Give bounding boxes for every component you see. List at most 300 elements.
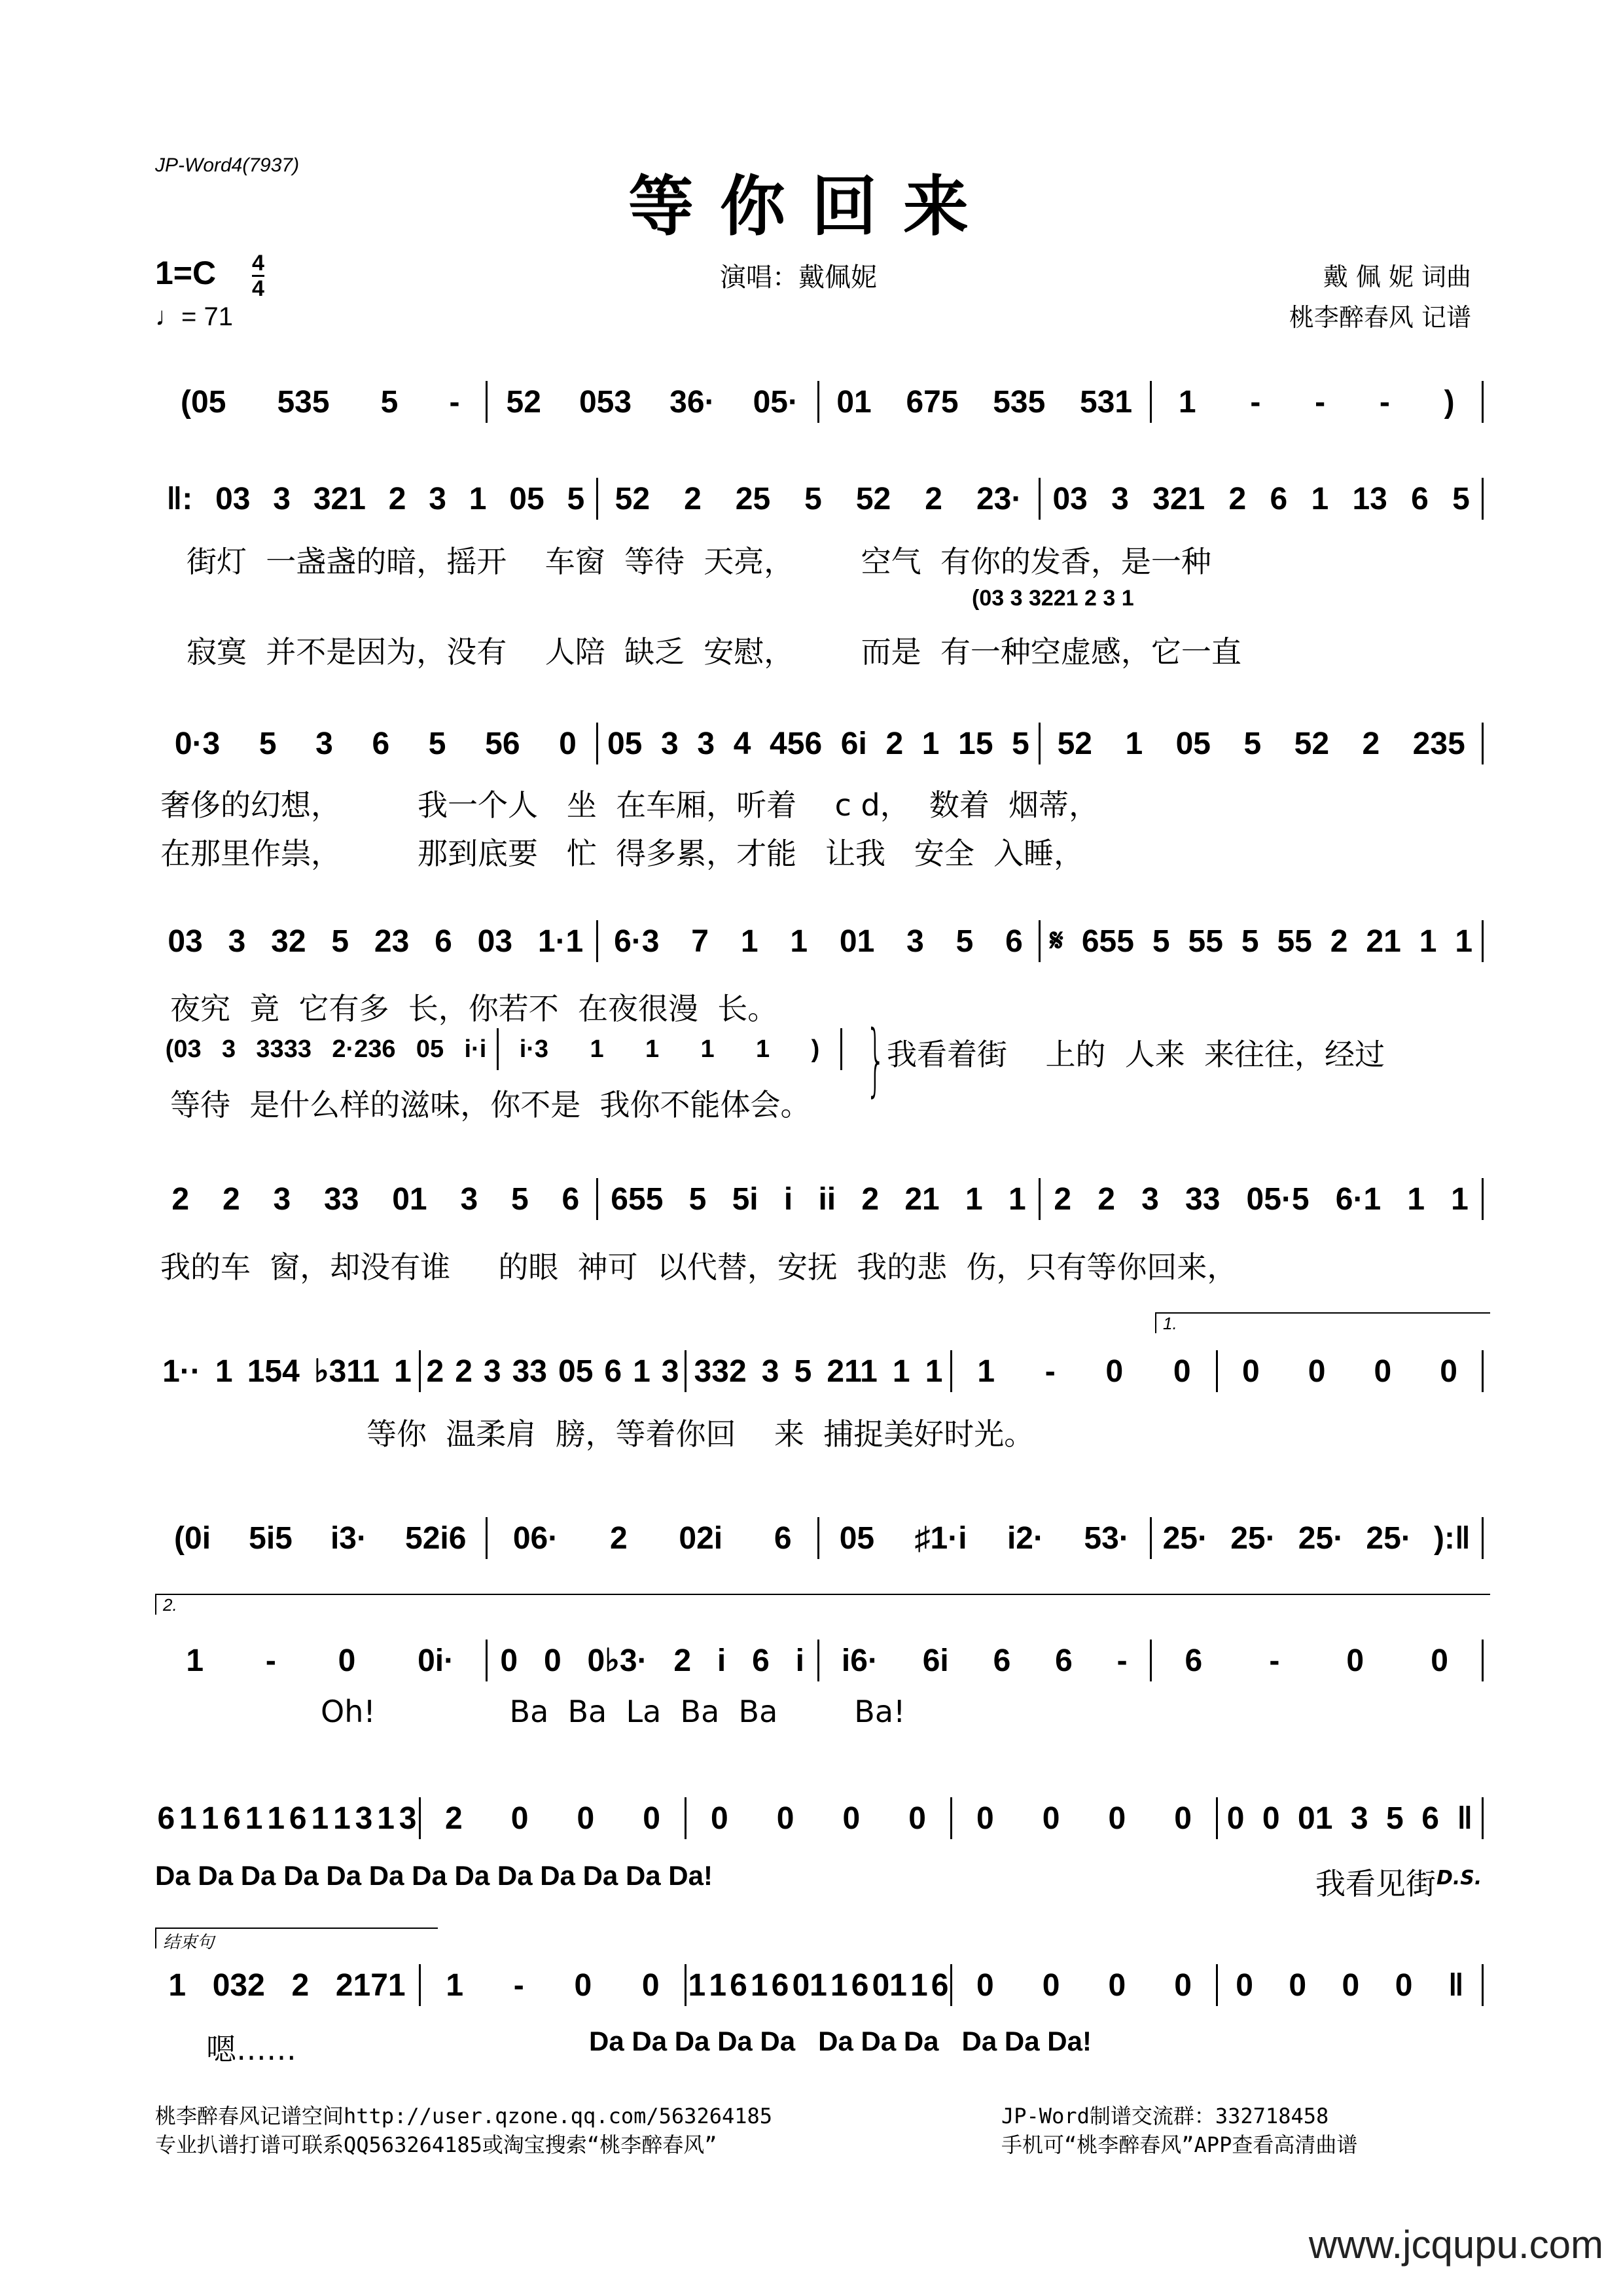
measure (421, 1350, 685, 1392)
note-group: ) (1444, 384, 1455, 420)
note-group: 5 (510, 1181, 529, 1217)
note-group: 1 (1178, 384, 1196, 420)
note-group: 01 (392, 1181, 427, 1217)
note-group: 2 (885, 726, 904, 761)
note-group: 0 (641, 1967, 660, 2003)
note-group: 1 (186, 1643, 204, 1678)
note-group: 25· (1366, 1520, 1412, 1556)
bar-line (1482, 1178, 1484, 1220)
bar-line (1482, 381, 1484, 423)
note-group: 6 (157, 1801, 175, 1836)
note-group: 0 (1173, 1354, 1191, 1389)
measure (687, 1964, 950, 2006)
note-group: 0 (1395, 1967, 1413, 2003)
note-group: 675 (906, 384, 959, 420)
note-group: 3 (355, 1801, 373, 1836)
note-group: - (513, 1967, 524, 2003)
note-group: 0 (1226, 1801, 1245, 1836)
note-group: 2 (1097, 1181, 1115, 1217)
score-row (155, 1797, 1484, 1839)
note-group: 235 (1412, 726, 1465, 761)
note-group: 06· (512, 1520, 559, 1556)
interlude-row (155, 1028, 842, 1070)
note-group: 52 (1294, 726, 1330, 761)
measure (499, 1028, 840, 1070)
coda-bracket: 结束句 (155, 1928, 438, 1948)
measure (488, 1640, 818, 1681)
note-group: 52i6 (405, 1520, 467, 1556)
note-group: 1 (1451, 1181, 1469, 1217)
lyric-line: 在那里作祟， 那到底要 忙 得多累，才能 让我 安全 入睡， (160, 836, 1084, 871)
note-group: 1 (645, 1035, 660, 1063)
transcriber: 桃李醉春风 记谱 (1289, 303, 1471, 332)
note-group: 2 (1054, 1181, 1072, 1217)
note-group: 0 (577, 1801, 595, 1836)
note-group: 01 (1298, 1801, 1333, 1836)
note-group: 5 (1452, 481, 1470, 516)
note-group: 1 (700, 1035, 715, 1063)
note-group: 6 (289, 1801, 307, 1836)
note-group: 6 (1185, 1643, 1203, 1678)
note-group: 1 (245, 1801, 263, 1836)
note-group: 6 (851, 1967, 869, 2003)
note-group: 3333 (256, 1035, 312, 1063)
note-group: 4 (733, 726, 751, 761)
note-group: 5 (688, 1181, 707, 1217)
note-group: 6 (993, 1643, 1011, 1678)
note-group: 2·236 (332, 1035, 396, 1063)
note-group: 56 (485, 726, 520, 761)
note-group: 332 (694, 1354, 747, 1389)
note-group: 6 (1055, 1643, 1073, 1678)
measure (155, 1517, 486, 1559)
measure (1041, 723, 1482, 764)
note-group: 3 (221, 1035, 236, 1063)
lyric-line: 街灯 一盏盏的暗，摇开 车窗 等待 天亮， 空气 有你的发香，是一种 (187, 544, 1211, 579)
note-group: 1 (756, 1035, 770, 1063)
note-group: 53· (1084, 1520, 1130, 1556)
measure (155, 920, 596, 962)
note-group: 1 (446, 1967, 464, 2003)
note-group: 3 (1350, 1801, 1368, 1836)
key-signature: 1=C (155, 255, 217, 291)
note-group: 05 (416, 1035, 444, 1063)
measure (598, 1178, 1039, 1220)
bar-line (1482, 1964, 1484, 2006)
note-group: 0·3 (174, 726, 221, 761)
note-group: 52 (855, 481, 891, 516)
note-group: i2· (1007, 1520, 1044, 1556)
measure (598, 920, 1039, 962)
score-row (155, 920, 1484, 962)
note-group: 2 (445, 1801, 463, 1836)
note-group: 2171 (335, 1967, 406, 2003)
note-group: 25· (1298, 1520, 1344, 1556)
note-group: 1 (750, 1967, 768, 2003)
note-group: 6 (752, 1643, 770, 1678)
note-group: 0 (1174, 1801, 1192, 1836)
note-group: 3 (483, 1354, 501, 1389)
note-group: ) (811, 1035, 820, 1063)
lyric-line: 等你 温柔肩 膀，等着你回 来 捕捉美好时光。 (366, 1416, 1035, 1452)
score-row (155, 381, 1484, 423)
note-group: 5 (1152, 924, 1170, 959)
note-group: 2 (925, 481, 942, 516)
note-group: i·3 (519, 1035, 549, 1063)
note-group: 0 (1105, 1354, 1124, 1389)
note-group: 23 (374, 924, 410, 959)
note-group: 25· (1230, 1520, 1276, 1556)
note-group: 6 (1005, 924, 1023, 959)
note-group: 01 (836, 384, 872, 420)
note-group: i (717, 1643, 726, 1678)
note-group: 3 (460, 1181, 478, 1217)
note-group: 0 (1262, 1801, 1280, 1836)
lyric-line: Da Da Da Da Da Da Da Da Da Da Da Da Da! (155, 1860, 713, 1891)
measure (1152, 381, 1482, 423)
note-group: 6 (774, 1520, 792, 1556)
note-group: 6 (372, 726, 390, 761)
note-group: 1 (1419, 924, 1437, 959)
note-group: 3 (906, 924, 924, 959)
note-group: ‖ (1457, 1801, 1473, 1836)
note-group: 5i5 (249, 1520, 293, 1556)
volta-second: 2. (155, 1594, 1490, 1615)
note-group: 0 (1108, 1801, 1126, 1836)
note-group: i6· (841, 1643, 878, 1678)
note-group: 5i (732, 1181, 758, 1217)
note-group: 05 (1175, 726, 1211, 761)
note-group: 3 (1141, 1181, 1159, 1217)
note-group: 0♭3· (587, 1643, 648, 1678)
score-row (155, 723, 1484, 764)
bar-line (1482, 1517, 1484, 1559)
note-group: ‖ (1448, 1967, 1464, 2003)
note-group: 0 (776, 1801, 794, 1836)
note-group: 3 (1111, 481, 1129, 516)
measure (952, 1350, 1216, 1392)
note-group: 6 (1411, 481, 1429, 516)
note-group: (03 (165, 1035, 202, 1063)
note-group: 01 (839, 924, 875, 959)
note-group: 52 (506, 384, 541, 420)
note-group: - (1250, 384, 1261, 420)
footer-line: JP-Word制谱交流群：332718458 (1001, 2104, 1329, 2128)
note-group: 33 (324, 1181, 359, 1217)
note-group: 1 (267, 1801, 285, 1836)
note-group: 5 (1241, 924, 1259, 959)
note-group: 1 (1125, 726, 1143, 761)
note-group: 2 (684, 481, 702, 516)
note-group: 456 (770, 726, 823, 761)
note-group: 1 (377, 1801, 395, 1836)
note-group: 2 (291, 1967, 310, 2003)
measure (155, 1350, 419, 1392)
note-group: ♯1·i (914, 1520, 967, 1556)
note-group: 2 (426, 1354, 444, 1389)
singer: 演唱：戴佩妮 (720, 262, 877, 293)
note-group: 1 (1407, 1181, 1425, 1217)
note-group: 535 (993, 384, 1046, 420)
footer-line: 手机可“桃李醉春风”APP查看高清曲谱 (1001, 2132, 1358, 2157)
version-label: JP-Word4(7937) (155, 154, 300, 176)
measure (819, 381, 1150, 423)
note-group: 3 (661, 1354, 679, 1389)
note-group: 1 (709, 1967, 727, 2003)
note-group: 5 (804, 481, 822, 516)
note-group: 0 (574, 1967, 592, 2003)
lyric-line: 我看见街 (1315, 1866, 1436, 1901)
note-group: 0i· (418, 1643, 455, 1678)
note-group: 3 (315, 726, 333, 761)
note-group: 1 (168, 1967, 187, 2003)
note-group: 05· (753, 384, 798, 420)
note-group: 36· (669, 384, 715, 420)
note-group: 55 (1277, 924, 1312, 959)
note-group: 2 (673, 1643, 692, 1678)
note-group: 0 (908, 1801, 926, 1836)
note-group: - (1116, 1643, 1128, 1678)
note-group: 655 (1081, 924, 1134, 959)
note-group: 5 (794, 1354, 812, 1389)
measure (1218, 1964, 1482, 2006)
note-group: 0 (1374, 1354, 1392, 1389)
note-group: 0 (510, 1801, 529, 1836)
note-group: 1 (740, 924, 758, 959)
note-group: 2 (861, 1181, 880, 1217)
note-group: 1 (977, 1354, 995, 1389)
note-group: 05 (839, 1520, 875, 1556)
note-group: 3 (273, 1181, 291, 1217)
note-group: 5 (567, 481, 585, 516)
note-group: 2 (171, 1181, 190, 1217)
measure (687, 1350, 950, 1392)
note-group: 3 (228, 924, 246, 959)
measure (819, 1640, 1150, 1681)
note-group: 33 (1185, 1181, 1221, 1217)
note-group: 3 (399, 1801, 417, 1836)
note-group: 2 (609, 1520, 628, 1556)
note-group: 01 (792, 1967, 827, 2003)
note-group: 1 (830, 1967, 848, 2003)
note-group: 1 (965, 1181, 983, 1217)
note-group: 0 (543, 1643, 562, 1678)
score-row (155, 1640, 1484, 1681)
time-top: 4 (252, 251, 264, 276)
bar-line (1482, 723, 1484, 764)
composer: 戴 佩 妮 词曲 (1323, 262, 1471, 291)
footer-line: 桃李醉春风记谱空间http://user.qzone.qq.com/563264185 (155, 2104, 773, 2128)
note-group: - (1269, 1643, 1280, 1678)
score-row (155, 478, 1484, 520)
measure (952, 1797, 1216, 1839)
time-bottom: 4 (252, 276, 264, 301)
tempo: ♩= 71 (155, 302, 233, 331)
note-group: 05·5 (1246, 1181, 1310, 1217)
note-group: 0 (1289, 1967, 1307, 2003)
note-group: 25 (735, 481, 771, 516)
note-group: 5 (380, 384, 399, 420)
note-group: ‖: (166, 481, 193, 516)
song-title: 等你回来 (628, 168, 995, 245)
note-group: 1 (1311, 481, 1329, 516)
note-group: 0 (842, 1801, 861, 1836)
note-group: 3 (429, 481, 446, 516)
score-row (155, 1350, 1484, 1392)
note-group: ♭311 (313, 1354, 380, 1389)
note-group: 6 (771, 1967, 789, 2003)
note-group: 𝄋 (1050, 924, 1063, 958)
note-group: 1 (201, 1801, 219, 1836)
note-group: 6·3 (614, 924, 660, 959)
note-group: 3 (697, 726, 715, 761)
measure (687, 1797, 950, 1839)
note-group: 0 (711, 1801, 728, 1836)
note-group: (05 (181, 384, 226, 420)
lyric-line: 等待 是什么样的滋味，你不是 我你不能体会。 (170, 1087, 811, 1122)
note-group: 55 (1188, 924, 1223, 959)
note-group: 3 (273, 481, 291, 516)
watermark: www.jcqupu.com (1308, 2223, 1603, 2267)
lyric-line: 寂寞 并不是因为，没有 人陪 缺乏 安慰， 而是 有一种空虚感，它一直 (187, 634, 1241, 670)
note-group: 6 (435, 924, 452, 959)
note-group: 2 (222, 1181, 240, 1217)
note-group: i3· (330, 1520, 367, 1556)
note-group: 0 (1242, 1354, 1260, 1389)
note-group: 2 (388, 481, 406, 516)
note-group: 1 (469, 481, 487, 516)
brace: } (865, 1014, 886, 1105)
note-group: 6 (604, 1354, 622, 1389)
note-group: 5 (331, 924, 349, 959)
note-group: 5 (1386, 1801, 1404, 1836)
note-group: 0 (559, 726, 577, 761)
note-group: 6 (730, 1967, 747, 2003)
note-group: 23· (976, 481, 1022, 516)
note-group: 1 (179, 1801, 197, 1836)
lyric-line: 奢侈的幻想， 我一个人 坐 在车厢，听着 c d， 数着 烟蒂， (160, 787, 1099, 823)
measure (819, 1517, 1150, 1559)
bar-line (1482, 478, 1484, 520)
note-group: 1 (910, 1967, 928, 2003)
note-group: 1 (311, 1801, 329, 1836)
intro-small-notes: (03 3 3221 2 3 1 (972, 586, 1134, 611)
credits (1289, 257, 1471, 338)
measure (488, 381, 818, 423)
note-group: 1 (333, 1801, 351, 1836)
note-group: - (265, 1643, 276, 1678)
note-group: 32 (271, 924, 306, 959)
note-group: 1 (1455, 924, 1473, 959)
note-group: 6 (223, 1801, 241, 1836)
note-group: 7 (691, 924, 709, 959)
note-group: 15 (958, 726, 993, 761)
note-group: 05 (558, 1354, 594, 1389)
note-group: 0 (338, 1643, 356, 1678)
bar-line (840, 1028, 842, 1070)
measure (1152, 1640, 1482, 1681)
measure (598, 478, 1039, 520)
lyric-line: 我的车 窗，却没有谁 的眼 神可 以代替，安抚 我的悲 伤，只有等你回来， (160, 1249, 1238, 1285)
note-group: 3 (661, 726, 679, 761)
note-group: 6 (562, 1181, 580, 1217)
note-group: 0 (1042, 1967, 1060, 2003)
note-group: i (783, 1181, 793, 1217)
note-group: 5 (1012, 726, 1029, 761)
lyric-line: Da Da Da Da Da Da Da Da Da Da Da! (589, 2026, 1092, 2056)
note-group: - (1315, 384, 1326, 420)
lyric-line: 我看着街 上的 人来 来往往，经过 (887, 1037, 1385, 1072)
measure (1218, 1350, 1482, 1392)
note-group: 21 (1366, 924, 1401, 959)
note-group: 0 (976, 1801, 994, 1836)
note-group: 053 (579, 384, 632, 420)
note-group: 6 (931, 1967, 949, 2003)
note-group: 211 (827, 1354, 878, 1389)
ds-marking: D.S. (1436, 1867, 1482, 1890)
note-group: 6i (922, 1643, 949, 1678)
measure (421, 1964, 685, 2006)
measure (1041, 920, 1482, 962)
note-group: 1 (590, 1035, 604, 1063)
note-group: 655 (611, 1181, 664, 1217)
measure (155, 478, 596, 520)
note-group: 0 (1174, 1967, 1192, 2003)
note-group: 52 (1057, 726, 1092, 761)
note-group: 1·1 (537, 924, 584, 959)
time-signature (252, 251, 264, 300)
score-row (155, 1964, 1484, 2006)
note-group: 13 (1352, 481, 1387, 516)
lyric-line: Oh! Ba Ba La Ba Ba Ba! (321, 1694, 906, 1729)
volta-first: 1. (1155, 1312, 1490, 1333)
note-group: 6 (1421, 1801, 1439, 1836)
note-group: 1 (892, 1354, 910, 1389)
note-group: 0 (1346, 1643, 1364, 1678)
note-group: 0 (500, 1643, 518, 1678)
note-group: 5 (259, 726, 277, 761)
note-group: 03 (168, 924, 203, 959)
note-group: 1·· (162, 1354, 201, 1389)
note-group: 52 (615, 481, 651, 516)
note-group: 6 (1270, 481, 1288, 516)
note-group: ii (818, 1181, 836, 1217)
measure (1041, 478, 1482, 520)
note-group: 0 (1236, 1967, 1253, 2003)
measure (155, 723, 596, 764)
note-group: 2 (455, 1354, 473, 1389)
note-group: - (1044, 1354, 1056, 1389)
note-group: 0 (1042, 1801, 1060, 1836)
note-group: 1 (633, 1354, 651, 1389)
note-group: 1 (1008, 1181, 1026, 1217)
bar-line (1482, 1640, 1484, 1681)
note-group: 2 (1330, 924, 1348, 959)
measure (421, 1797, 685, 1839)
note-group: 531 (1080, 384, 1133, 420)
note-group: 0 (976, 1967, 994, 2003)
bar-line (1482, 920, 1484, 962)
note-group: 1 (921, 726, 940, 761)
note-group: 032 (212, 1967, 265, 2003)
note-group: 1 (394, 1354, 412, 1389)
measure (155, 1797, 419, 1839)
note-group: 154 (247, 1354, 300, 1389)
lyric-line: 嗯…… (206, 2032, 296, 2067)
note-group: 01 (872, 1967, 907, 2003)
note-group: 5 (428, 726, 446, 761)
note-group: 02i (679, 1520, 723, 1556)
